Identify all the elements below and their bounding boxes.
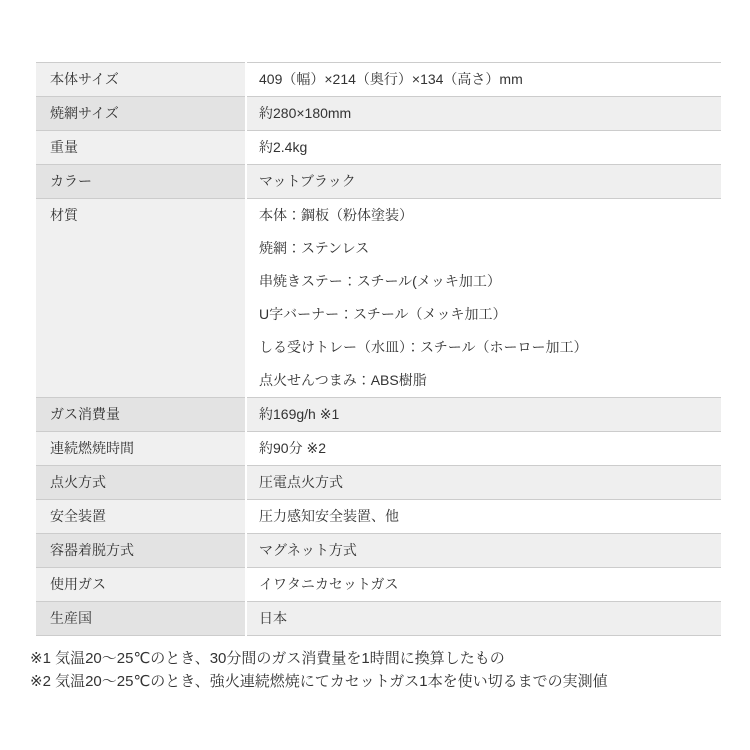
spec-value-line: マットブラック <box>259 173 356 189</box>
spec-value-line: 点火せんつまみ：ABS樹脂 <box>259 372 427 388</box>
spec-row <box>36 500 721 534</box>
spec-value-line: 409（幅）×214（奥行）×134（高さ）mm <box>259 71 523 87</box>
spec-label-cell: 点火方式 <box>36 466 246 500</box>
spec-row <box>36 602 721 636</box>
spec-table <box>36 62 721 636</box>
spec-value-line: イワタニカセットガス <box>259 576 399 592</box>
spec-value-cell <box>246 165 721 199</box>
spec-value-cell <box>246 63 721 97</box>
spec-value-cell <box>246 534 721 568</box>
spec-value-line: しる受けトレー（水皿）：スチール（ホーロー加工） <box>259 339 588 355</box>
spec-row <box>36 165 721 199</box>
spec-label-cell: 安全装置 <box>36 500 246 534</box>
spec-value-cell <box>246 398 721 432</box>
spec-value-cell <box>246 568 721 602</box>
spec-label-cell: 容器着脱方式 <box>36 534 246 568</box>
spec-value-cell <box>246 500 721 534</box>
spec-label-cell: 材質 <box>36 199 246 398</box>
spec-value-line: 約169g/h ※1 <box>259 406 340 422</box>
spec-row <box>36 534 721 568</box>
spec-value-line: 約90分 ※2 <box>259 440 326 456</box>
spec-value-line: 本体：鋼板（粉体塗装） <box>259 207 413 223</box>
spec-value-cell <box>246 432 721 466</box>
spec-value-cell <box>246 602 721 636</box>
spec-row <box>36 466 721 500</box>
spec-value-line: マグネット方式 <box>259 542 357 558</box>
spec-table-body <box>36 63 721 636</box>
footnote-1: ※1 気温20～25℃のとき、30分間のガス消費量を1時間に換算したもの <box>30 650 505 667</box>
spec-value-line: 約2.4kg <box>259 139 308 155</box>
spec-row <box>36 63 721 97</box>
spec-label-cell: 本体サイズ <box>36 63 246 97</box>
spec-row <box>36 199 721 398</box>
spec-label-cell: 使用ガス <box>36 568 246 602</box>
spec-row <box>36 568 721 602</box>
spec-label-cell: 重量 <box>36 131 246 165</box>
spec-label-cell: カラー <box>36 165 246 199</box>
spec-value-cell <box>246 131 721 165</box>
footnotes <box>30 647 750 693</box>
spec-value-line: 串焼きステー：スチール(メッキ加工） <box>259 273 501 289</box>
spec-label-cell: 焼網サイズ <box>36 97 246 131</box>
spec-label-cell: ガス消費量 <box>36 398 246 432</box>
spec-row <box>36 131 721 165</box>
spec-value-cell <box>246 466 721 500</box>
spec-label-cell: 生産国 <box>36 602 246 636</box>
spec-value-line: 日本 <box>259 610 287 626</box>
footnote-2: ※2 気温20～25℃のとき、強火連続燃焼にてカセットガス1本を使い切るまでの実測値 <box>30 673 608 690</box>
spec-row <box>36 398 721 432</box>
spec-value-cell <box>246 199 721 398</box>
spec-value-line: 圧力感知安全装置、他 <box>259 508 399 524</box>
spec-value-cell <box>246 97 721 131</box>
spec-value-line: 約280×180mm <box>259 105 352 121</box>
spec-value-line: 焼網：ステンレス <box>259 240 370 256</box>
spec-label-cell: 連続燃焼時間 <box>36 432 246 466</box>
spec-value-line: 圧電点火方式 <box>259 474 343 490</box>
spec-row <box>36 97 721 131</box>
spec-value-line: U字バーナー：スチール（メッキ加工） <box>259 306 507 322</box>
spec-row <box>36 432 721 466</box>
